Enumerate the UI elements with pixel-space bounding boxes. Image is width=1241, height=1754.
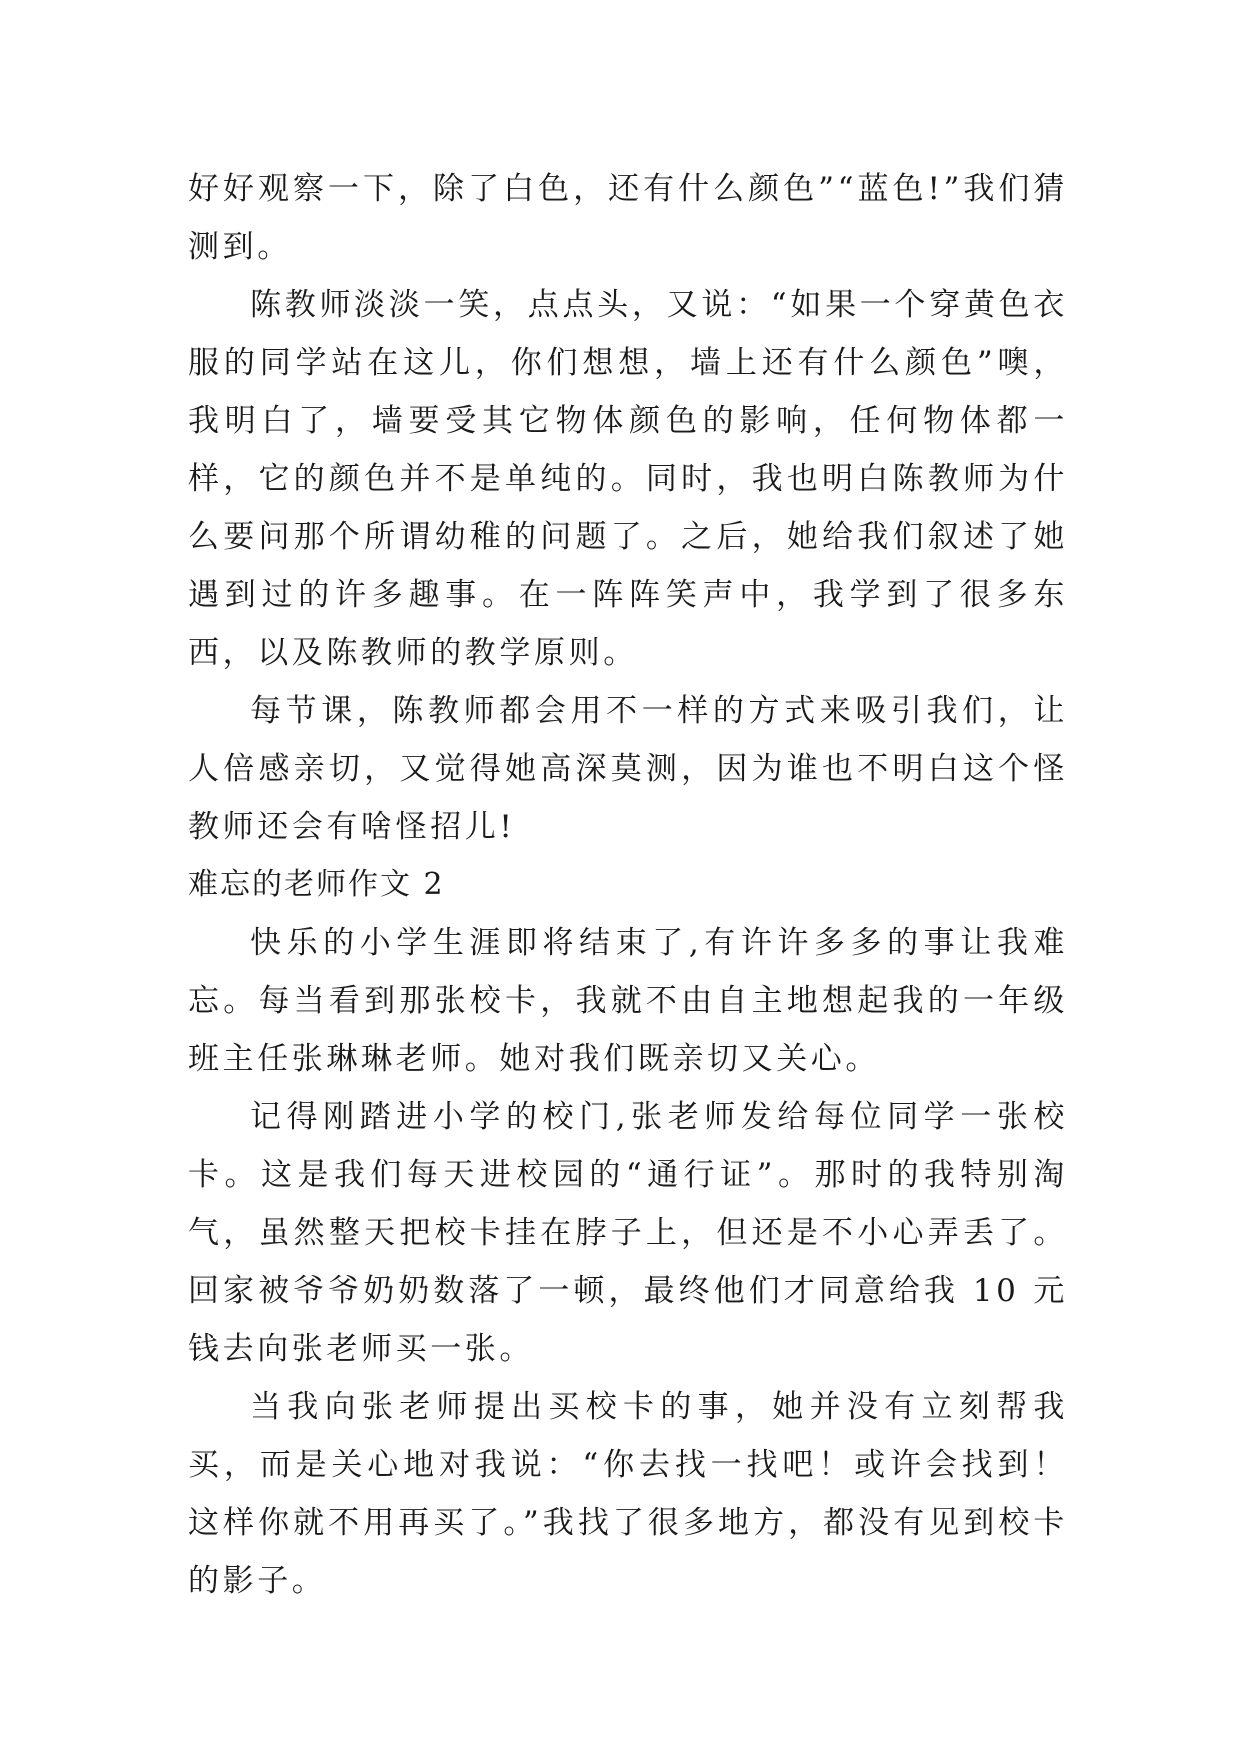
paragraph-3: 每节课，陈教师都会用不一样的方式来吸引我们，让人倍感亲切，又觉得她高深莫测，因为谁也不明白这个怪教师还会有啥怪招儿! bbox=[188, 693, 1068, 845]
paragraph-4: 快乐的小学生涯即将结束了,有许许多多的事让我难忘。每当看到那张校卡，我就不由自主地想起我的一年级班主任张琳琳老师。她对我们既亲切又关心。 bbox=[188, 925, 1068, 1077]
paragraph-2: 陈教师淡淡一笑，点点头，又说：“如果一个穿黄色衣服的同学站在这儿，你们想想，墙上还有什么颜色”噢，我明白了，墙要受其它物体颜色的影响，任何物体都一样，它的颜色并不是单纯的。同时，我也明白陈教师为什么要问那个所谓幼稚的问题了。之后，她给我们叙述了她遇到过的许多趣事。在一阵阵笑声中，我学到了很多东西，以及陈教师的教学原则。 bbox=[188, 287, 1068, 671]
document-body bbox=[188, 160, 1068, 1610]
paragraph-5: 记得刚踏进小学的校门,张老师发给每位同学一张校卡。这是我们每天进校园的“通行证”。那时的我特别淘气，虽然整天把校卡挂在脖子上，但还是不小心弄丢了。回家被爷爷奶奶数落了一顿，最终他们才同意给我 10 元钱去向张老师买一张。 bbox=[188, 1099, 1068, 1367]
section-heading: 难忘的老师作文 2 bbox=[188, 867, 445, 902]
paragraph-1: 好好观察一下，除了白色，还有什么颜色”“蓝色!”我们猜测到。 bbox=[188, 171, 1068, 265]
paragraph-6: 当我向张老师提出买校卡的事，她并没有立刻帮我买，而是关心地对我说：“你去找一找吧！或许会找到！这样你就不用再买了。”我找了很多地方，都没有见到校卡的影子。 bbox=[188, 1389, 1068, 1599]
